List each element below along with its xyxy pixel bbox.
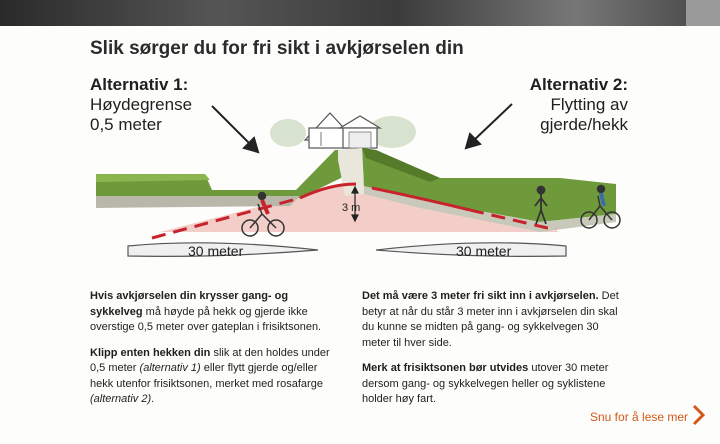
alternative-1-line1: Høydegrense [90,95,193,114]
chevron-right-icon[interactable] [692,404,706,426]
alternative-2-heading: Alternativ 2: [529,75,628,94]
col2-paragraph-1: Det må være 3 meter fri sikt inn i avkjørselen. Det betyr at når du står 3 meter inn i avkjørselen din skal du kunne se midten på gang- og sykkelvegen 30 meter til hver side. [362,290,619,349]
distance-left-label: 30 meter [188,243,244,259]
arrow-alt2-icon [466,104,512,148]
alternative-2-line1: Flytting av [550,95,628,114]
alternative-1-heading: Alternativ 1: [90,75,189,94]
text-column-left [90,289,340,418]
col1-paragraph-2: Klipp enten hekken din slik at den holdes under 0,5 meter (alternativ 1) eller flytt gjerde og/eller hekk utenfor frisiktsonen, merket med rosafarge (alternativ 2). [90,346,330,405]
distance-right-label: 30 meter [456,243,512,259]
height-label: 3 m [342,202,361,214]
col2-paragraph-2: Merk at frisiktsonen bør utvides utover 30 meter dersom gang- og sykkelvegen heller og syklistene holder høy fart. [362,362,609,405]
text-column-right [362,289,627,418]
house-icon [270,113,416,148]
alternative-2-line2: gjerde/hekk [540,115,628,134]
turn-page-link[interactable]: Snu for å lese mer [590,410,689,424]
alternative-1-line2: 0,5 meter [90,115,162,134]
arrow-alt1-icon [212,106,258,152]
col1-paragraph-1: Hvis avkjørselen din krysser gang- og sykkelveg må høyde på hekk og gjerde ikke overstige 0,5 meter over gateplan i frisiktsonen. [90,290,322,333]
page-title: Slik sørger du for fri sikt i avkjørselen din [90,38,464,59]
